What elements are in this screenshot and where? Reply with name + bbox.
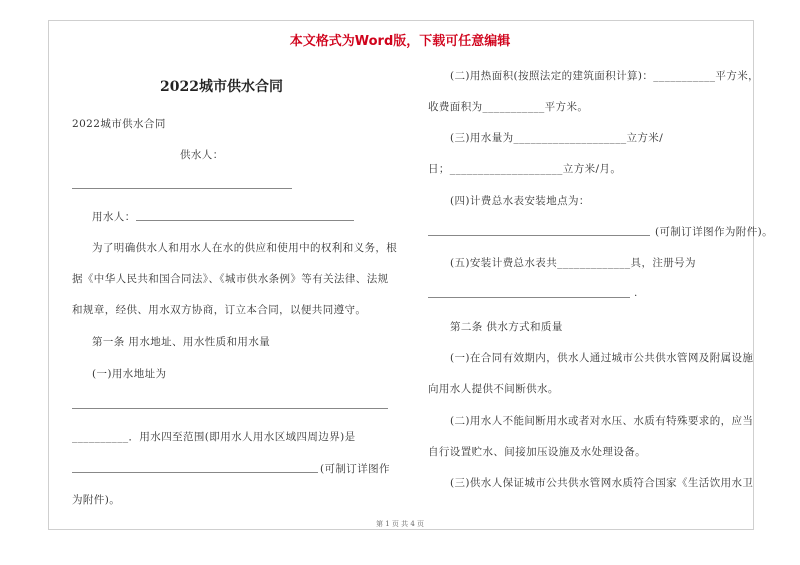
meter-location-blank-line <box>428 235 650 236</box>
item-4-attachment-note: (可制订详图作为附件)。 <box>655 226 773 238</box>
item-1-attachment-note: (可制订详图作 <box>320 463 390 475</box>
article-2-item-3-line-1: (三)供水人保证城市公共供水管网水质符合国家《生活饮用水卫 <box>450 477 754 489</box>
article-2-item-2-line-2: 自行设置贮水、间接加压设施及水处理设备。 <box>428 446 646 458</box>
article-2-item-1-line-2: 向用水人提供不间断供水。 <box>428 383 559 395</box>
item-1-boundary: __________．用水四至范围(即用水人用水区域四周边界)是 <box>72 431 356 443</box>
intro-line-1: 为了明确供水人和用水人在水的供应和使用中的权利和义务，根 <box>92 242 398 254</box>
user-blank-line <box>136 220 354 221</box>
format-banner: 本文格式为Word版，下载可任意编辑 <box>289 34 511 49</box>
item-1-attachment-end: 为附件)。 <box>72 494 121 506</box>
registration-blank-line <box>428 297 630 298</box>
address-blank-line <box>72 408 388 409</box>
item-3-volume: (三)用水量为____________________立方米/ <box>450 132 664 144</box>
boundary-blank-line <box>72 472 318 473</box>
intro-line-2: 据《中华人民共和国合同法》、《城市供水条例》等有关法律、法规 <box>72 273 389 285</box>
item-5-meter-count: (五)安装计费总水表共_____________具，注册号为 <box>450 257 696 269</box>
item-3-volume-month: 日；____________________立方米/月。 <box>428 163 622 175</box>
article-1-heading: 第一条 用水地址、用水性质和用水量 <box>92 336 271 348</box>
intro-line-3: 和规章，经供、用水双方协商，订立本合同，以便共同遵守。 <box>72 304 367 316</box>
item-4-meter-location: (四)计费总水表安装地点为： <box>450 195 590 207</box>
user-label: 用水人： <box>92 211 136 223</box>
registration-end: . <box>634 287 638 299</box>
document-subtitle: 2022城市供水合同 <box>72 118 166 130</box>
article-2-item-2-line-1: (二)用水人不能间断用水或者对水压、水质有特殊要求的，应当 <box>450 415 754 427</box>
article-2-item-1-line-1: (一)在合同有效期内，供水人通过城市公共供水管网及附属设施 <box>450 352 754 364</box>
document-title: 2022城市供水合同 <box>160 79 283 95</box>
item-2-area: (二)用热面积(按照法定的建筑面积计算)：___________平方米， <box>450 70 760 82</box>
article-2-heading: 第二条 供水方式和质量 <box>450 321 563 333</box>
page-footer: 第 1 页 共 4 页 <box>375 520 425 528</box>
supplier-blank-line <box>72 188 292 189</box>
supplier-label: 供水人： <box>180 149 224 161</box>
item-2-charged-area: 收费面积为___________平方米。 <box>428 101 589 113</box>
item-1-address: (一)用水地址为 <box>92 368 167 380</box>
